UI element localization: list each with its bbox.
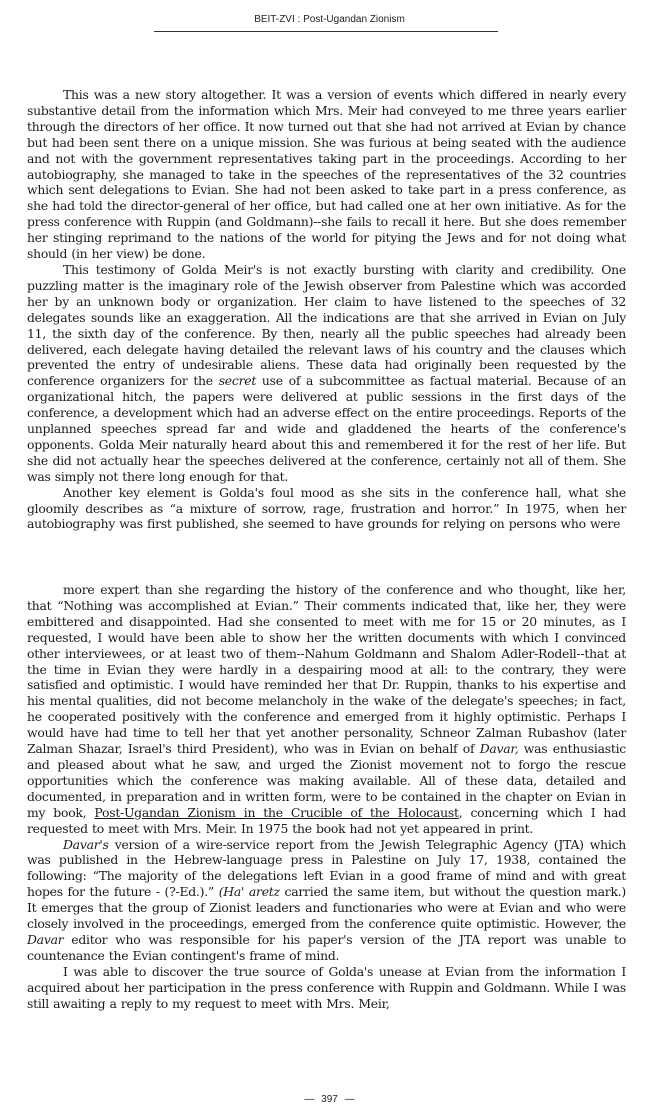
paragraph-text: , concerning which I had requested to meet with Mrs. Meir. In 1975 the book had not yet appeared in print. xyxy=(27,804,626,836)
page-number: — 397 — xyxy=(304,1094,355,1105)
text-block-lower xyxy=(27,582,626,1011)
paragraph xyxy=(27,262,626,485)
paragraph xyxy=(27,837,626,964)
running-head: BEIT-ZVI : Post-Ugandan Zionism xyxy=(254,14,405,25)
emphasis-davars: Davar's xyxy=(63,836,109,852)
paragraph-text: This was a new story altogether. It was a version of events which differed in nearly every substantive detail from the information which Mrs. Meir had conveyed to me three years earlier through the directors of her office. It now turned out that she had not arrived at Evian by chance but had been sent there on a unique mission. She was furious at being seated with the audience and not with the government representatives taking part in the proceedings. According to her autobiography, she managed to take in the speeches of the representatives of the 32 countries which sent delegations to Evian. She had not been asked to take part in a press conference, as she had told the director-general of her office, but had called one at her own initiative. As for the press conference with Ruppin (and Goldmann)--she fails to recall it here. But she does remember her stinging reprimand to the nations of the world for pitying the Jews and for not doing what should (in her view) be done. xyxy=(27,87,626,262)
text-block-upper xyxy=(27,87,626,532)
paragraph-text: Another key element is Golda's foul mood as she sits in the conference hall, what she gloomily describes as “a mixture of sorrow, rage, frustration and horror.” In 1975, when her autobiography was first published, she seemed to have grounds for relying on persons who were xyxy=(27,484,626,532)
paragraph-text: editor who was responsible for his paper's version of the JTA report was unable to countenance the Evian contingent's frame of mind. xyxy=(27,931,626,963)
paragraph xyxy=(27,964,626,1012)
paragraph-text: more expert than she regarding the history of the conference and who thought, like her, that “Nothing was accomplished at Evian.” Their comments indicated that, like her, they were embittered and disappointed. Had she consented to meet with me for 15 or 20 minutes, as I requested, I would have been able to show her the written documents with which I convinced other interviewees, or at least two of them--Nahum Goldmann and Shalom Adler-Rodell--that at the time in Evian they were hardly in a despairing mood at all: to the contrary, they were satisfied and optimistic. I would have reminded her that Dr. Ruppin, thanks to his expertise and his mental qualities, did not become melancholy in the wake of the delegate's speeches; in fact, he cooperated positively with the conference and emerged from it highly optimistic. Perhaps I would have had time to tell her that yet another personality, Schneor Zalman Rubashov (later Zalman Shazar, Israel's third President), who was in Evian on behalf of xyxy=(27,582,626,757)
paragraph xyxy=(27,87,626,262)
paragraph xyxy=(27,485,626,533)
header-rule xyxy=(154,31,498,32)
emphasis-secret: secret xyxy=(218,373,257,389)
paragraph-text: I was able to discover the true source of Golda's unease at Evian from the information I acquired about her participation in the press conference with Ruppin and Goldmann. While I was still awaiting a reply to my request to meet with Mrs. Meir, xyxy=(27,963,626,1011)
paragraph-text: use of a subcommittee as factual material. Because of an organizational hitch, the papers were delivered at public sessions in the first days of the conference, a development which had an adverse effect on the entire proceedings. Reports of the unplanned speeches spread far and wide and gladdened the hearts of the conference's opponents. Golda Meir naturally heard about this and remembered it for the rest of her life. But she did not actually hear the speeches delivered at the conference, certainly not all of them. She was simply not there long enough for that. xyxy=(27,373,626,484)
paragraph-text: version of a wire-service report from the Jewish Telegraphic Agency (JTA) which was published in the Hebrew-language press in Palestine on July 17, 1938, contained the following: “The majority of the delegations left Evian in a good frame of mind and with great hopes for the future - (?-Ed.).” xyxy=(27,836,626,900)
paragraph-text: This testimony of Golda Meir's is not exactly bursting with clarity and credibility. One puzzling matter is the imaginary role of the Jewish observer from Palestine which was accorded her by an unknown body or organization. Her claim to have listened to the speeches of 32 delegates sounds like an exaggeration. All the indications are that she arrived in Evian on July 11, the sixth day of the conference. By then, nearly all the public speeches had already been delivered, each delegate having detailed the relevant laws of his country and the clauses which prevented the entry of undesirable aliens. These data had originally been requested by the conference organizers for the xyxy=(27,261,626,389)
paragraph xyxy=(27,582,626,837)
emphasis-haaretz: (Ha' aretz xyxy=(218,884,280,900)
book-title: Post-Ugandan Zionism in the Crucible of the Holocaust xyxy=(94,804,459,820)
emphasis-davar: Davar, xyxy=(479,741,519,757)
emphasis-davar: Davar xyxy=(27,931,64,947)
paragraph-text: carried the same item, but without the question mark.) It emerges that the group of Zionist leaders and functionaries who were at Evian and who were closely involved in the proceedings, emerged from the conference quite optimistic. However, the xyxy=(27,884,626,932)
paragraph-text: was enthusiastic and pleased about what he saw, and urged the Zionist movement not to forgo the rescue opportunities which the conference was making available. All of these data, detailed and documented, in preparation and in written form, were to be contained in the chapter on Evian in my book, xyxy=(27,741,626,820)
